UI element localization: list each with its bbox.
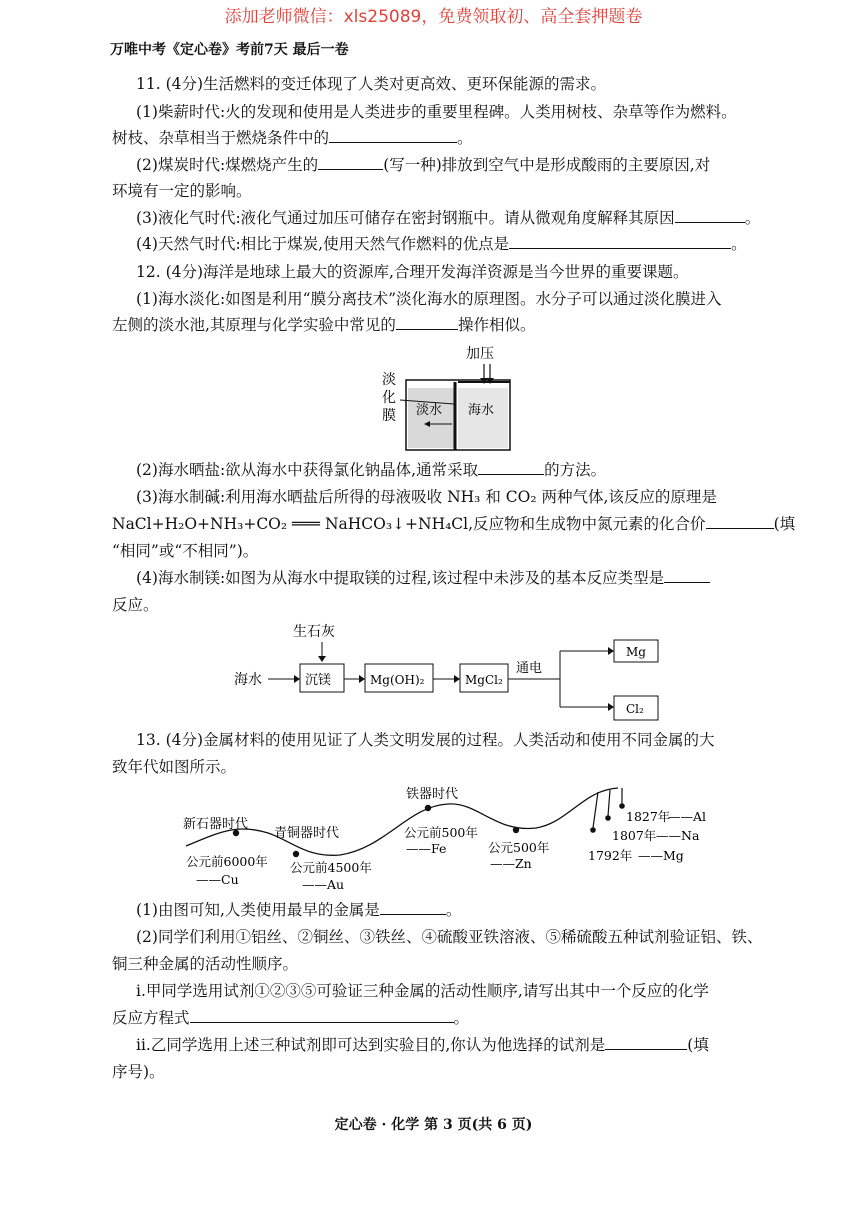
q13-part4-fill-hint: (填 <box>687 1036 709 1054</box>
metal-mg: ——Mg <box>638 848 684 863</box>
precipitate-box-label: 沉镁 <box>305 673 332 688</box>
q12-part1: (1)海水淡化:如图是利用“膜分离技术”淡化海水的原理图。水分子可以通过淡化膜进入 <box>136 290 722 308</box>
bronze-age-label: 青铜器时代 <box>274 826 340 841</box>
answer-blank[interactable] <box>706 514 774 529</box>
q11-part2 <box>136 155 710 175</box>
neolithic-age-label: 新石器时代 <box>183 817 249 832</box>
q11-part1-cont <box>112 128 473 148</box>
answer-blank[interactable] <box>675 208 745 223</box>
q12-part2 <box>136 460 606 480</box>
iron-age-label: 铁器时代 <box>406 787 459 802</box>
answer-blank[interactable] <box>329 128 457 143</box>
q12-part1-text-c: 操作相似。 <box>457 316 536 334</box>
q12-part1-cont <box>112 315 535 335</box>
q12-part2-text-b: 的方法。 <box>544 461 607 479</box>
q13-stem: 13. (4分)金属材料的使用见证了人类文明发展的过程。人类活动和使用不同金属的大 <box>136 731 715 749</box>
q11-part2-text-b: (写一种)排放到空气中是形成酸雨的主要原因,对 <box>383 156 711 174</box>
metal-al: ——Al <box>668 809 707 824</box>
metal-fe: ——Fe <box>406 841 447 856</box>
page-header: 万唯中考《定心卷》考前7天 最后一卷 <box>110 42 349 58</box>
fresh-water-label: 淡水 <box>416 403 443 418</box>
q13-part4 <box>136 1035 709 1055</box>
q11-part1-text: 树枝、杂草相当于燃烧条件中的 <box>112 129 330 147</box>
pressure-label: 加压 <box>466 346 494 362</box>
q11-part3-text: (3)液化气时代:液化气通过加压可储存在密封钢瓶中。请从微观角度解释其原因 <box>136 209 675 227</box>
answer-blank[interactable] <box>380 900 446 915</box>
answer-blank[interactable] <box>190 1008 454 1023</box>
metal-timeline-diagram <box>178 778 738 894</box>
date-4500bc: 公元前4500年 <box>290 860 372 875</box>
q11-part1: (1)柴薪时代:火的发现和使用是人类进步的重要里程碑。人类用树枝、杂草等作为燃料。 <box>136 103 737 121</box>
q12-part1-text: 左侧的淡水池,其原理与化学实验中常见的 <box>112 316 396 334</box>
sea-water-label: 海水 <box>468 403 495 418</box>
q11-part4-text: (4)天然气时代:相比于煤炭,使用天然气作燃料的优点是 <box>136 235 510 253</box>
q12-stem: 12. (4分)海洋是地球上最大的资源库,合理开发海洋资源是当今世界的重要课题。 <box>136 263 689 281</box>
answer-blank[interactable] <box>605 1035 687 1050</box>
metal-na: ——Na <box>656 828 700 843</box>
answer-blank[interactable] <box>664 568 710 583</box>
q13-part3-text: 反应方程式 <box>112 1009 190 1027</box>
mg-box-label: Mg <box>626 645 646 659</box>
q12-part3-cont: “相同”或“不相同”)。 <box>112 542 259 560</box>
q13-part4-text: ⅱ.乙同学选用上述三种试剂即可达到实验目的,你认为他选择的试剂是 <box>136 1036 606 1054</box>
date-500bc: 公元前500年 <box>404 825 478 840</box>
lime-label: 生石灰 <box>293 624 335 640</box>
answer-blank[interactable] <box>509 234 731 249</box>
electrolysis-label: 通电 <box>516 661 543 676</box>
q13-part1 <box>136 900 461 920</box>
q12-part3-equation <box>112 514 795 534</box>
q12-part3: (3)海水制碱:利用海水晒盐后所得的母液吸收 NH₃ 和 CO₂ 两种气体,该反应的原理是 <box>136 488 717 506</box>
metal-au: ——Au <box>302 877 345 892</box>
period: 。 <box>744 209 761 227</box>
q11-part2-text-a: (2)煤炭时代:煤燃烧产生的 <box>136 156 319 174</box>
answer-blank[interactable] <box>478 460 544 475</box>
q12-part4-cont: 反应。 <box>112 596 159 614</box>
q12-part2-text: (2)海水晒盐:欲从海水中获得氯化钠晶体,通常采取 <box>136 461 479 479</box>
q13-stem-cont: 致年代如图所示。 <box>112 758 237 776</box>
mgoh2-box-label: Mg(OH)₂ <box>370 673 425 687</box>
q11-part3 <box>136 208 760 228</box>
date-1792: 1792年 <box>588 848 633 863</box>
q12-part3-fill-hint: (填 <box>773 515 796 533</box>
q13-part4-cont: 序号)。 <box>112 1063 165 1081</box>
q12-part4-text: (4)海水制镁:如图为从海水中提取镁的过程,该过程中未涉及的基本反应类型是 <box>136 569 665 587</box>
period: 。 <box>731 235 747 253</box>
period: 。 <box>445 901 462 919</box>
promo-banner: 添加老师微信：xls25089，免费领取初、高全套押题卷 <box>224 7 643 27</box>
membrane-diagram <box>378 342 523 457</box>
q13-part2: (2)同学们利用①铝丝、②铜丝、③铁丝、④硫酸亚铁溶液、⑤稀硫酸五种试剂验证铝、铁、 <box>136 928 763 946</box>
q12-part3-equation-text: NaCl+H₂O+NH₃+CO₂ ═══ NaHCO₃↓+NH₄Cl,反应物和生成物中氮元素的化合价 <box>112 515 706 533</box>
magnesium-flow-diagram <box>230 618 670 724</box>
q13-part3: ⅰ.甲同学选用试剂①②③⑤可验证三种金属的活动性顺序,请写出其中一个反应的化学 <box>136 982 709 1000</box>
mgcl2-box-label: MgCl₂ <box>465 673 503 687</box>
q11-stem: 11. (4分)生活燃料的变迁体现了人类对更高效、更环保能源的需求。 <box>136 75 607 93</box>
metal-cu: ——Cu <box>196 872 239 887</box>
answer-blank[interactable] <box>318 155 383 170</box>
q11-part2-cont: 环境有一定的影响。 <box>112 182 252 200</box>
membrane-label-2: 化 <box>382 390 396 406</box>
period: 。 <box>453 1009 470 1027</box>
q13-part3-cont <box>112 1008 469 1028</box>
q13-part2-cont: 铜三种金属的活动性顺序。 <box>112 955 299 973</box>
q12-part4 <box>136 568 710 588</box>
metal-zn: ——Zn <box>490 856 532 871</box>
membrane-label-3: 膜 <box>382 408 396 424</box>
answer-blank[interactable] <box>396 315 458 330</box>
cl2-box-label: Cl₂ <box>626 702 644 716</box>
date-500ad: 公元500年 <box>488 840 550 855</box>
q13-part1-text: (1)由图可知,人类使用最早的金属是 <box>136 901 380 919</box>
date-1827: 1827年 <box>626 809 671 824</box>
q11-part4 <box>136 234 747 254</box>
seawater-label: 海水 <box>234 672 262 688</box>
date-1807: 1807年 <box>612 828 657 843</box>
date-6000bc: 公元前6000年 <box>186 854 268 869</box>
membrane-label-1: 淡 <box>382 372 396 388</box>
period: 。 <box>457 129 473 147</box>
page-footer: 定心卷 · 化学 第 3 页(共 6 页) <box>334 1117 533 1133</box>
